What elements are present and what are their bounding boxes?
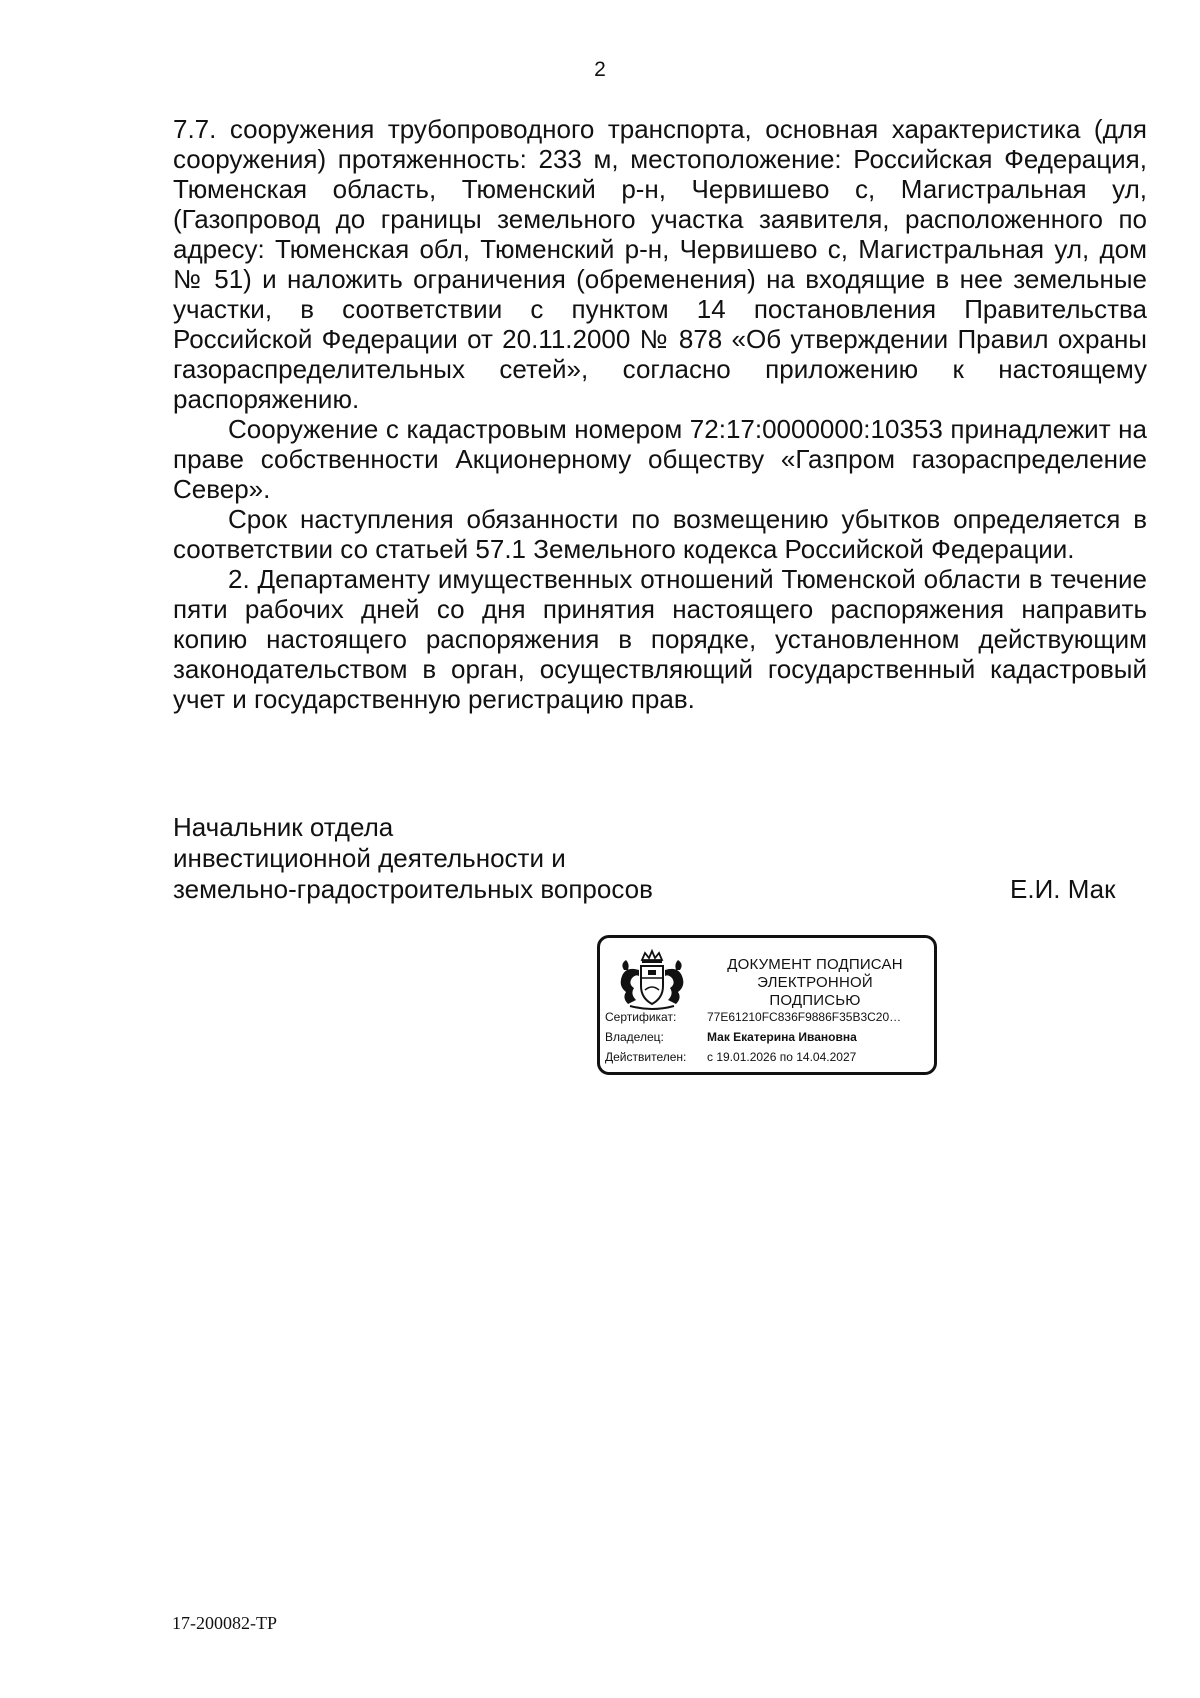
position-line: земельно-градостроительных вопросов [173,874,653,904]
certificate-value: 77E61210FC836F9886F35B3C20… [707,1010,902,1024]
validity-value: с 19.01.2026 по 14.04.2027 [707,1050,857,1064]
document-body [173,114,1147,714]
stamp-certificate-row [605,1010,901,1025]
document-code: 17-200082-ТР [172,1613,277,1633]
validity-label: Действителен: [605,1050,687,1064]
certificate-label: Сертификат: [605,1010,677,1024]
paragraph-item-7-7: 7.7. сооружения трубопроводного транспорта, основная характеристика (для сооружения) протяженность: 233 м, местоположение: Российская Федерация, Тюменская область, Тюменский р-н, Червишево с, Магистральная ул, (Газопровод до границы земельного участка заявителя, расположенного по адресу: Тюменская обл, Тюменский р-н, Червишево с, Магистральная ул, дом № 51) и наложить ограничения (обременения) на входящие в нее земельные участки, в соответствии с пунктом 14 постановления Правительства Российской Федерации от 20.11.2000 № 878 «Об утверждении Правил охраны газораспределительных сетей», согласно приложению к настоящему распоряжению. [173,114,1147,414]
stamp-owner-row [605,1030,857,1045]
stamp-title [710,956,920,1010]
tyumen-coat-of-arms-icon [612,948,692,1012]
stamp-validity-row [605,1050,856,1065]
position-line: инвестиционной деятельности и [173,843,566,873]
stamp-title-line: ЭЛЕКТРОННОЙ ПОДПИСЬЮ [757,974,873,1009]
paragraph-item-2: 2. Департаменту имущественных отношений Тюменской области в течение пяти рабочих дней со дня принятия настоящего распоряжения направить копию настоящего распоряжения в порядке, установленном действующим законодательством в орган, осуществляющий государственный кадастровый учет и государственную регистрацию прав. [173,564,1147,714]
position-line: Начальник отдела [173,812,394,842]
owner-label: Владелец: [605,1030,664,1044]
signatory-name: Е.И. Мак [1010,874,1116,904]
paragraph-compensation: Срок наступления обязанности по возмещению убытков определяется в соответствии со статьей 57.1 Земельного кодекса Российской Федерации. [173,504,1147,564]
electronic-signature-stamp [597,935,937,1075]
page-number: 2 [594,58,606,81]
paragraph-ownership: Сооружение с кадастровым номером 72:17:0000000:10353 принадлежит на праве собственности Акционерному обществу «Газпром газораспределение Север». [173,414,1147,504]
signatory-position [173,812,1133,905]
stamp-title-line: ДОКУМЕНТ ПОДПИСАН [727,956,903,973]
owner-value: Мак Екатерина Ивановна [707,1030,857,1044]
